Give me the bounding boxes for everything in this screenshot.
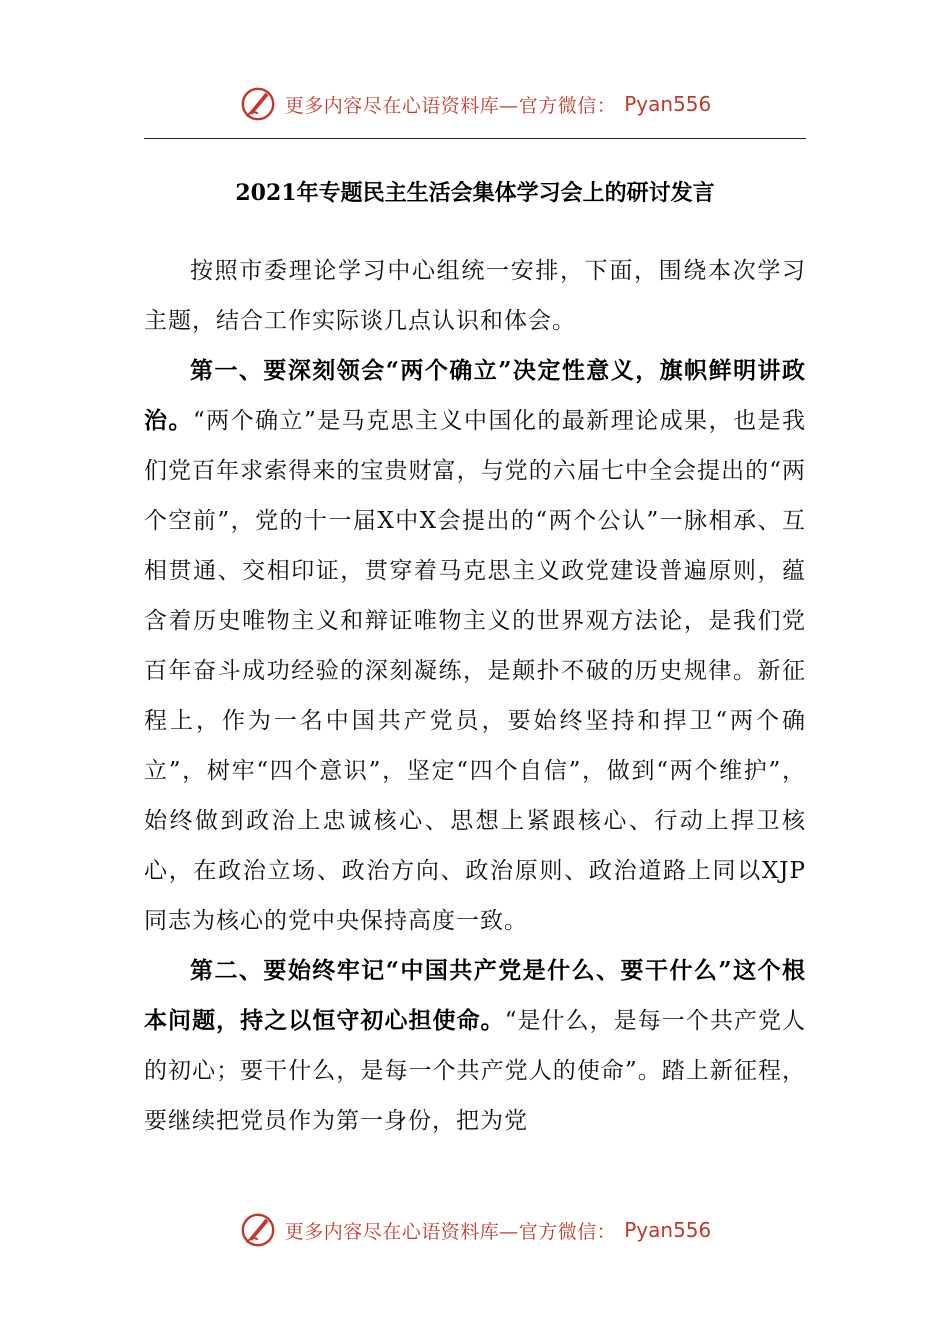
header-watermark: [0, 82, 950, 126]
quill-logo-icon: [239, 1211, 277, 1249]
paragraph-lead: 第二、要始终牢记“中国共产党是什么、要干什么”这个根本问题，持之以恒守初心担使命。: [144, 957, 806, 1034]
watermark-text: 更多内容尽在心语资料库—官方微信：: [284, 94, 617, 117]
paragraph-point-one: [144, 346, 806, 946]
paragraph-text: 按照市委理论学习中心组统一安排，下面，围绕本次学习主题，结合工作实际谈几点认识和体会。: [144, 258, 806, 334]
paragraph-text: “两个确立”是马克思主义中国化的最新理论成果，也是我们党百年求索得来的宝贵财富，与党的六届七中全会提出的“两个空前”，党的十一届X中X会提出的“两个公认”一脉相承、互相贯通、交相印证，贯穿着马克思主义政党建设普遍原则，蕴含着历史唯物主义和辩证唯物主义的世界观方法论，是我们党百年奋斗成功经验的深刻凝练，是颠扑不破的历史规律。新征程上，作为一名中国共产党员，要始终坚持和捍卫“两个确立”，树牢“四个意识”，坚定“四个自信”，做到“两个维护”，始终做到政治上忠诚核心、思想上紧跟核心、行动上捍卫核心，在政治立场、政治方向、政治原则、政治道路上同以XJP同志为核心的党中央保持高度一致。: [144, 408, 806, 934]
paragraph-intro: [144, 246, 806, 346]
watermark-text: 更多内容尽在心语资料库—官方微信：: [284, 1220, 617, 1243]
footer-watermark: [0, 1208, 950, 1252]
paragraph-point-two: [144, 946, 806, 1146]
watermark-account: Pyan556: [624, 92, 712, 116]
quill-logo-icon: [239, 85, 277, 123]
document-body: [144, 246, 806, 1146]
header-divider: [144, 138, 806, 139]
paragraph-text: “是什么，是每一个共产党人的初心；要干什么，是每一个共产党人的使命”。踏上新征程，要继续把党员作为第一身份，把为党: [144, 1008, 806, 1134]
watermark-account: Pyan556: [624, 1218, 712, 1242]
paragraph-lead: 第一、要深刻领会“两个确立”决定性意义，旗帜鲜明讲政治。: [144, 357, 806, 434]
document-title: 2021年专题民主生活会集体学习会上的研讨发言: [235, 180, 715, 206]
